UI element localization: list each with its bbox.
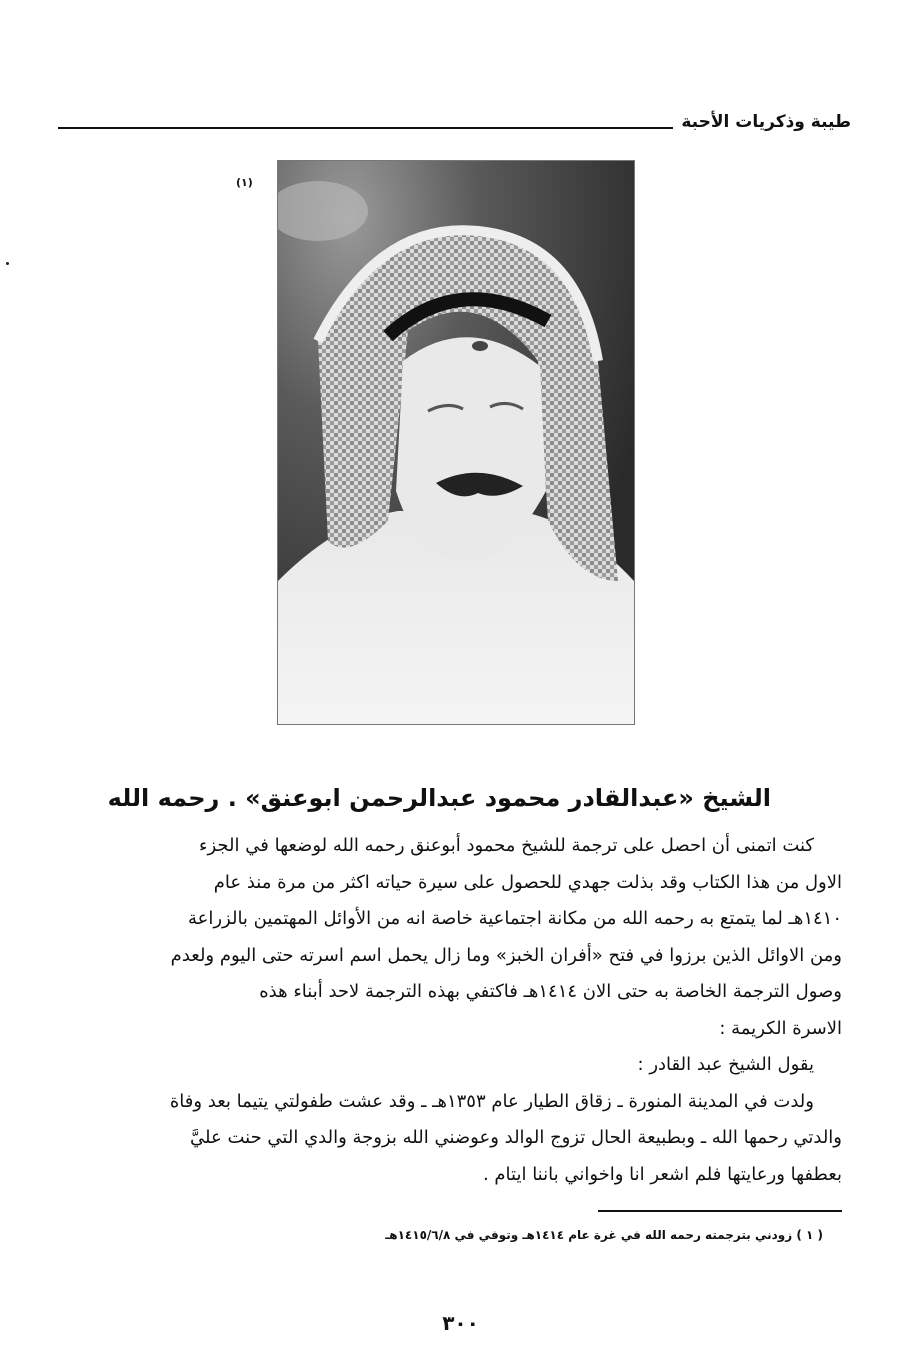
body-line: الاول من هذا الكتاب وقد بذلت جهدي للحصول على سيرة حياته اكثر من مرة منذ عام — [213, 871, 842, 893]
running-header: طيبة وذكريات الأحبة — [681, 112, 851, 132]
footnote: ( ١ ) زودني بترجمته رحمه الله في غرة عام ١٤١٤هـ وتوفي في ١٤١٥/٦/٨هـ — [385, 1228, 823, 1242]
body-line: والدتي رحمها الله ـ وبطبيعة الحال تزوج الوالد وعوضني الله بزوجة والدي التي حنت عليَّ — [190, 1127, 842, 1148]
body-line: الاسرة الكريمة : — [719, 1017, 842, 1039]
scan-speck — [6, 262, 9, 265]
body-line: كنت اتمنى أن احصل على ترجمة للشيخ محمود أبوعنق رحمه الله لوضعها في الجزء — [199, 835, 814, 856]
photo-footnote-marker: (١) — [236, 176, 253, 189]
footnote-rule — [598, 1210, 842, 1212]
article-title: الشيخ «عبدالقادر محمود عبدالرحمن ابوعنق» . رحمه الله — [107, 784, 771, 812]
article-body — [84, 828, 842, 1193]
body-line: ١٤١٠هـ لما يتمتع به رحمه الله من مكانة اجتماعية خاصة انه من الأوائل المهتمين بالزراعة — [187, 908, 842, 929]
body-line: ولدت في المدينة المنورة ـ زقاق الطيار عام ١٣٥٣هـ ـ وقد عشت طفولتي يتيما بعد وفاة — [169, 1090, 814, 1112]
header-rule — [58, 127, 673, 129]
body-line: ومن الاوائل الذين برزوا في فتح «أفران الخبز» وما زال يحمل اسم اسرته حتى اليوم ولعدم — [170, 944, 842, 966]
body-line: بعطفها ورعايتها فلم اشعر انا واخواني باننا ايتام . — [482, 1163, 842, 1185]
body-line: يقول الشيخ عبد القادر : — [637, 1054, 814, 1075]
page-number: ٣٠٠ — [442, 1311, 479, 1335]
body-line: وصول الترجمة الخاصة به حتى الان ١٤١٤هـ فاكتفي بهذه الترجمة لاحد أبناء هذه — [259, 981, 842, 1002]
portrait-photo — [277, 160, 635, 725]
